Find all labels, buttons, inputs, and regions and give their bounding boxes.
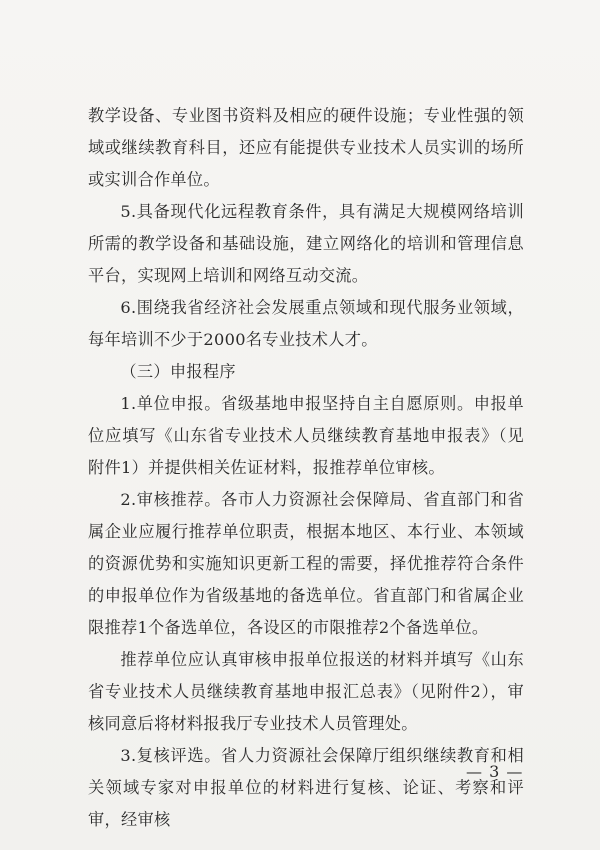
page-number: — 3 — [466,762,524,781]
paragraph-step-2: 2.审核推荐。各市人力资源社会保障局、省直部门和省属企业应履行推荐单位职责，根据本地区、本行业、本领域的资源优势和实施知识更新工程的需要，择优推荐符合条件的申报单位作为省级基地的备选单位。省直部门和省属企业限推荐1个备选单位，各设区的市限推荐2个备选单位。 [88,490,524,637]
paragraph-item-6: 6.围绕我省经济社会发展重点领域和现代服务业领域，每年培训不少于2000名专业技术人才。 [88,298,524,349]
document-body [88,100,524,836]
section-heading-application-procedure: （三）申报程序 [120,362,236,381]
paragraph-continuation: 教学设备、专业图书资料及相应的硬件设施；专业性强的领域或继续教育科目，还应有能提供专业技术人员实训的场所或实训合作单位。 [88,106,524,189]
paragraph-step-3: 3.复核评选。省人力资源社会保障厅组织继续教育和相关领域专家对申报单位的材料进行复核、论证、考察和评审，经审核 [88,746,524,829]
paragraph-step-2-continued: 推荐单位应认真审核申报单位报送的材料并填写《山东省专业技术人员继续教育基地申报汇总表》（见附件2），审核同意后将材料报我厅专业技术人员管理处。 [88,650,524,733]
paragraph-item-5: 5.具备现代化远程教育条件，具有满足大规模网络培训所需的教学设备和基础设施，建立网络化的培训和管理信息平台，实现网上培训和网络互动交流。 [88,202,524,285]
paragraph-step-1: 1.单位申报。省级基地申报坚持自主自愿原则。申报单位应填写《山东省专业技术人员继续教育基地申报表》（见附件1）并提供相关佐证材料，报推荐单位审核。 [88,394,524,477]
